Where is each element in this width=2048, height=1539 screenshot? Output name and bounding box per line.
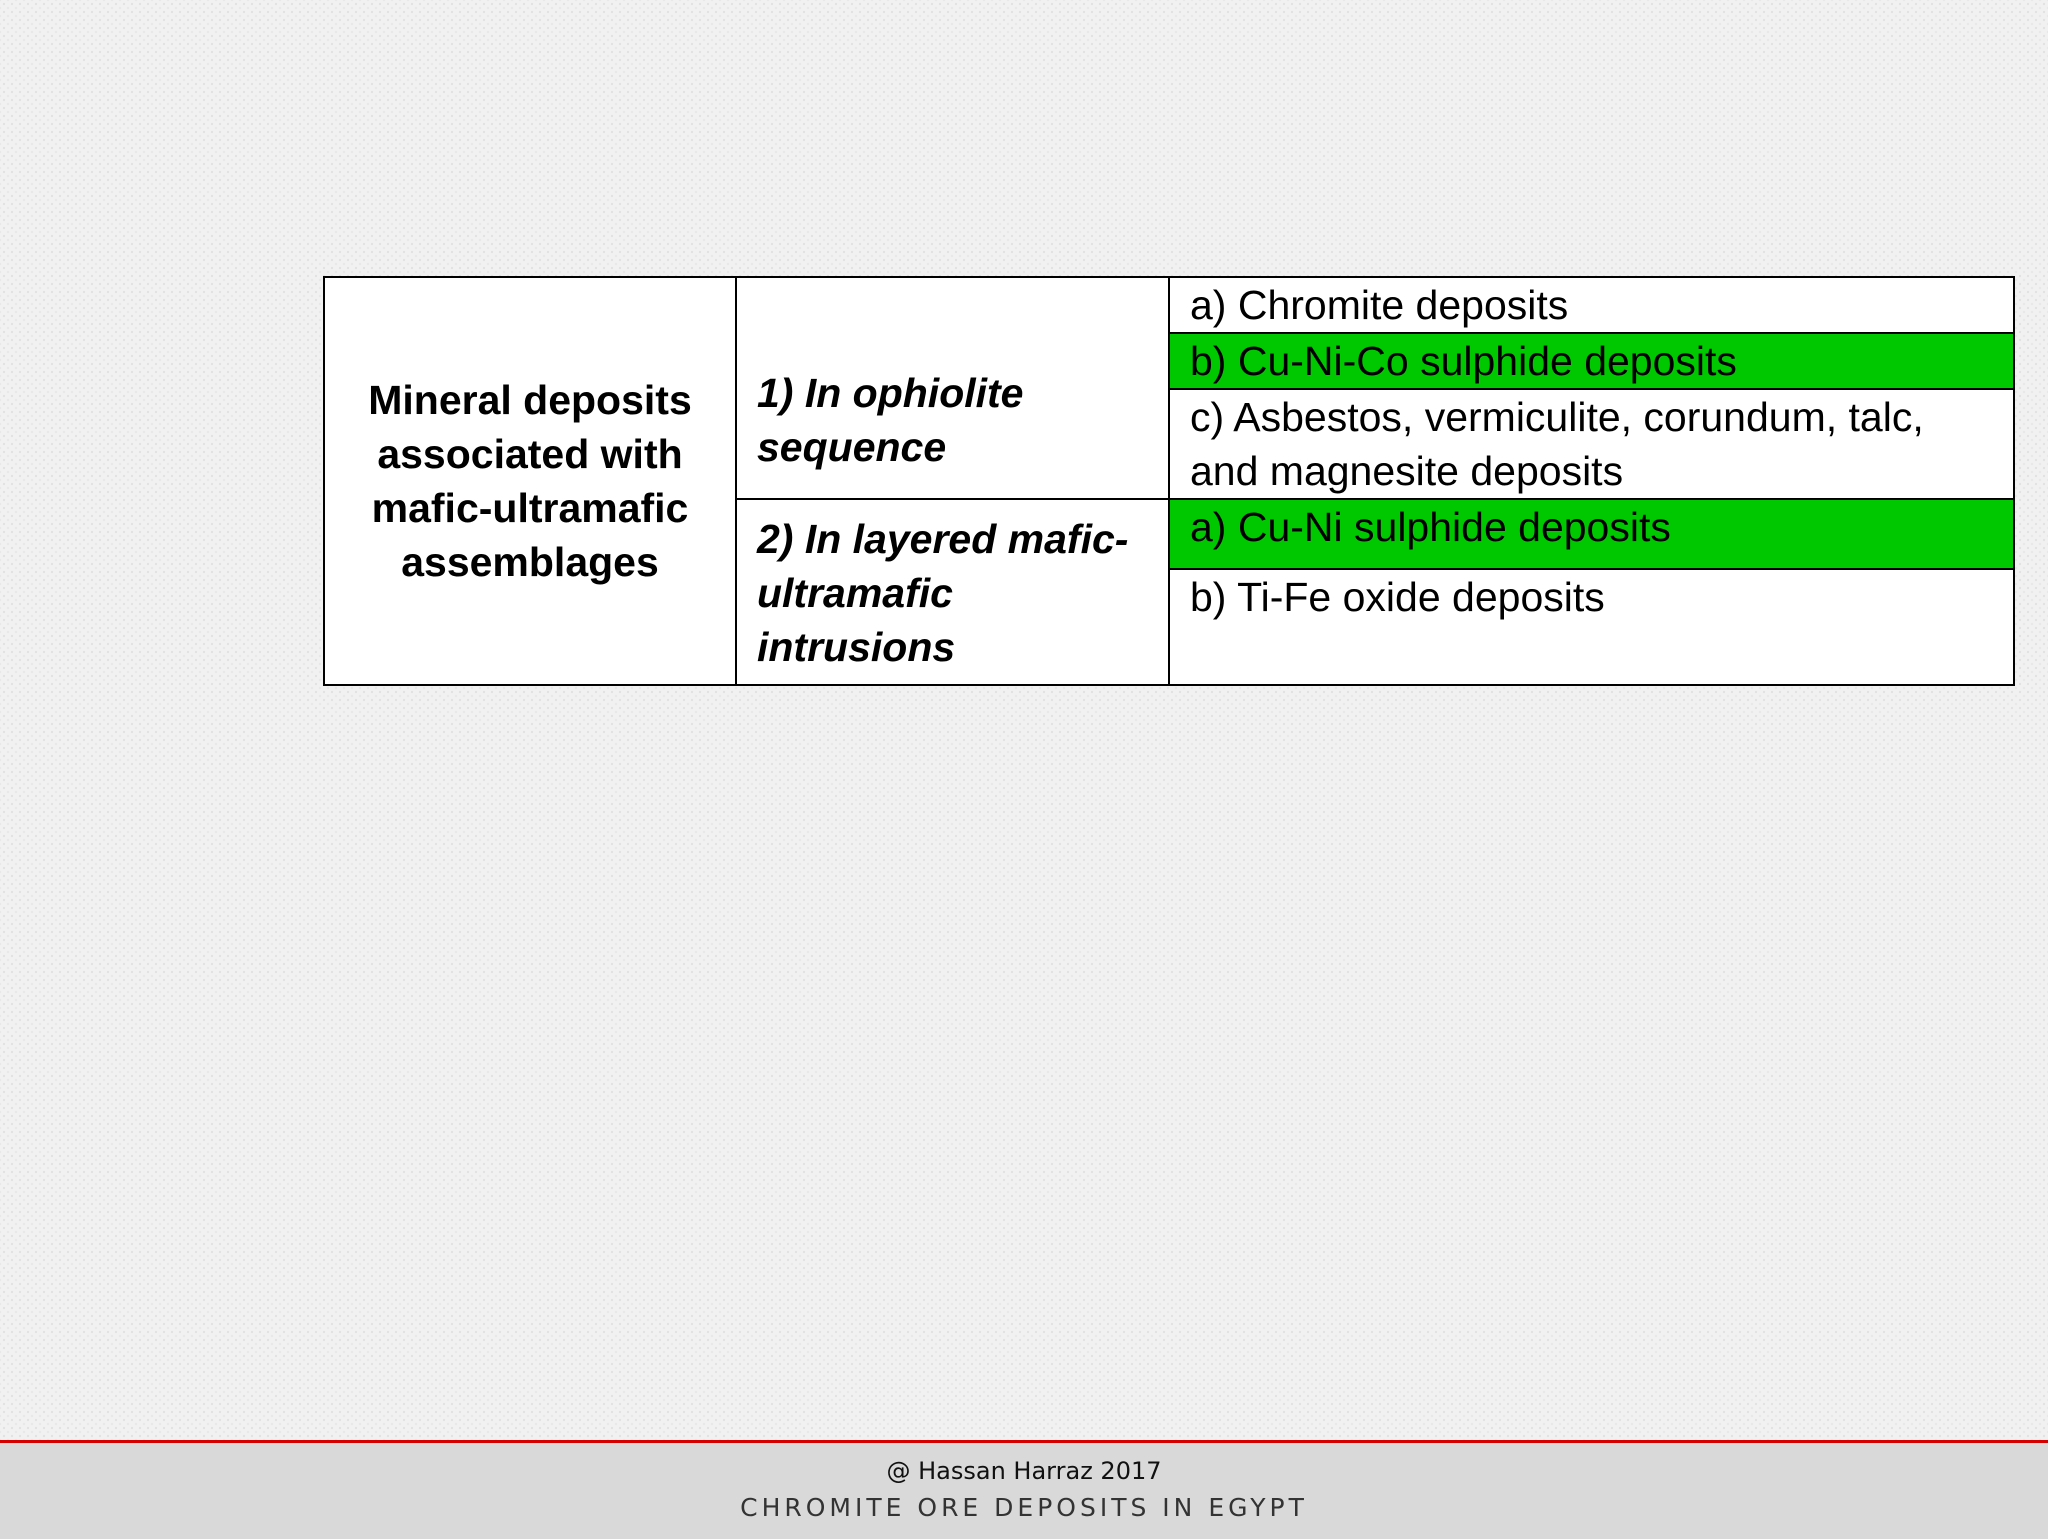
slide-footer xyxy=(0,1440,2048,1539)
setting-cell-ophiolite: 1) In ophiolite sequence xyxy=(736,277,1169,499)
deposit-cell-cu-ni: a) Cu-Ni sulphide deposits xyxy=(1169,499,2014,569)
footer-credit: @ Hassan Harraz 2017 xyxy=(886,1457,1162,1485)
main-category-cell: Mineral deposits associated with mafic-ultramafic assemblages xyxy=(324,277,736,685)
deposit-cell-cu-ni-co: b) Cu-Ni-Co sulphide deposits xyxy=(1169,333,2014,389)
table-row xyxy=(324,277,2014,333)
deposits-table xyxy=(323,276,2015,686)
deposit-cell-ti-fe: b) Ti-Fe oxide deposits xyxy=(1169,569,2014,685)
footer-title: CHROMITE ORE DEPOSITS IN EGYPT xyxy=(740,1493,1308,1522)
deposit-cell-asbestos: c) Asbestos, vermiculite, corundum, talc, and magnesite deposits xyxy=(1169,389,2014,499)
setting-cell-layered-intrusions: 2) In layered mafic-ultramafic intrusions xyxy=(736,499,1169,685)
deposit-cell-chromite: a) Chromite deposits xyxy=(1169,277,2014,333)
